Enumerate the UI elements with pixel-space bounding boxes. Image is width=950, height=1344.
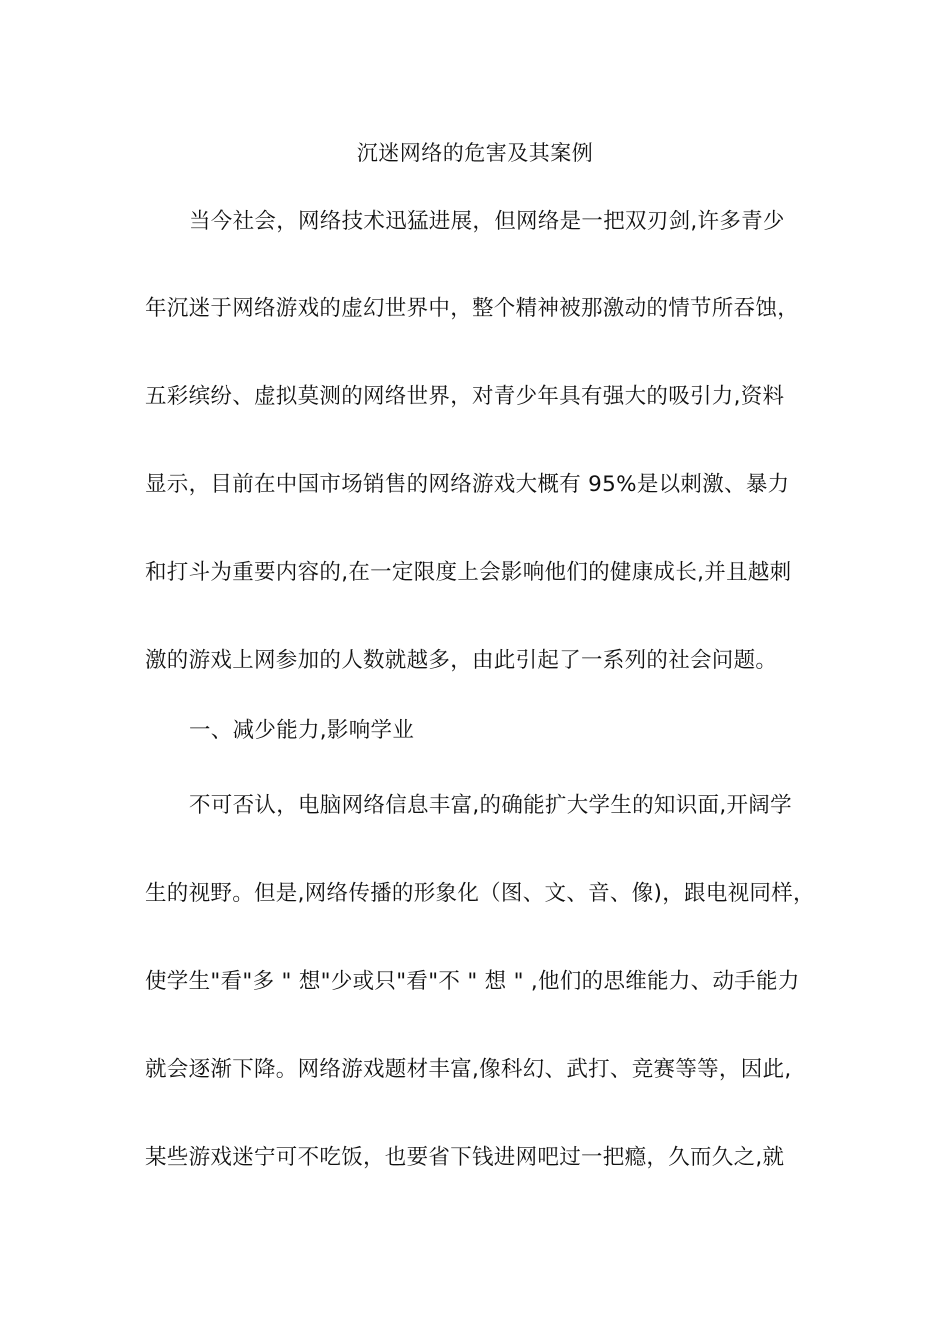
document-title: 沉迷网络的危害及其案例	[356, 141, 594, 165]
paragraph-line: 就会逐渐下降。网络游戏题材丰富,像科幻、武打、竞赛等等，因此,	[145, 1057, 792, 1082]
paragraph-line: 和打斗为重要内容的,在一定限度上会影响他们的健康成长,并且越刺	[145, 560, 792, 585]
paragraph-line: 某些游戏迷宁可不吃饭，也要省下钱进网吧过一把瘾，久而久之,就	[145, 1145, 785, 1170]
section-heading: 一、减少能力,影响学业	[189, 718, 415, 743]
paragraph-line: 激的游戏上网参加的人数就越多，由此引起了一系列的社会问题。	[145, 648, 778, 673]
paragraph-line: 使学生"看"多 " 想"少或只"看"不 " 想 " ,他们的思维能力、动手能力	[145, 969, 800, 994]
paragraph-line: 五彩缤纷、虚拟莫测的网络世界，对青少年具有强大的吸引力,资料	[145, 384, 785, 409]
paragraph-line: 不可否认，电脑网络信息丰富,的确能扩大学生的知识面,开阔学	[189, 793, 792, 818]
paragraph-line: 生的视野。但是,网络传播的形象化（图、文、音、像)，跟电视同样，	[145, 881, 815, 906]
paragraph-line: 当今社会，网络技术迅猛进展，但网络是一把双刃剑,许多青少	[189, 209, 785, 234]
paragraph-line: 显示，目前在中国市场销售的网络游戏大概有 95%是以刺激、暴力	[145, 472, 790, 497]
paragraph-line: 年沉迷于网络游戏的虚幻世界中，整个精神被那激动的情节所吞蚀，	[145, 296, 800, 321]
